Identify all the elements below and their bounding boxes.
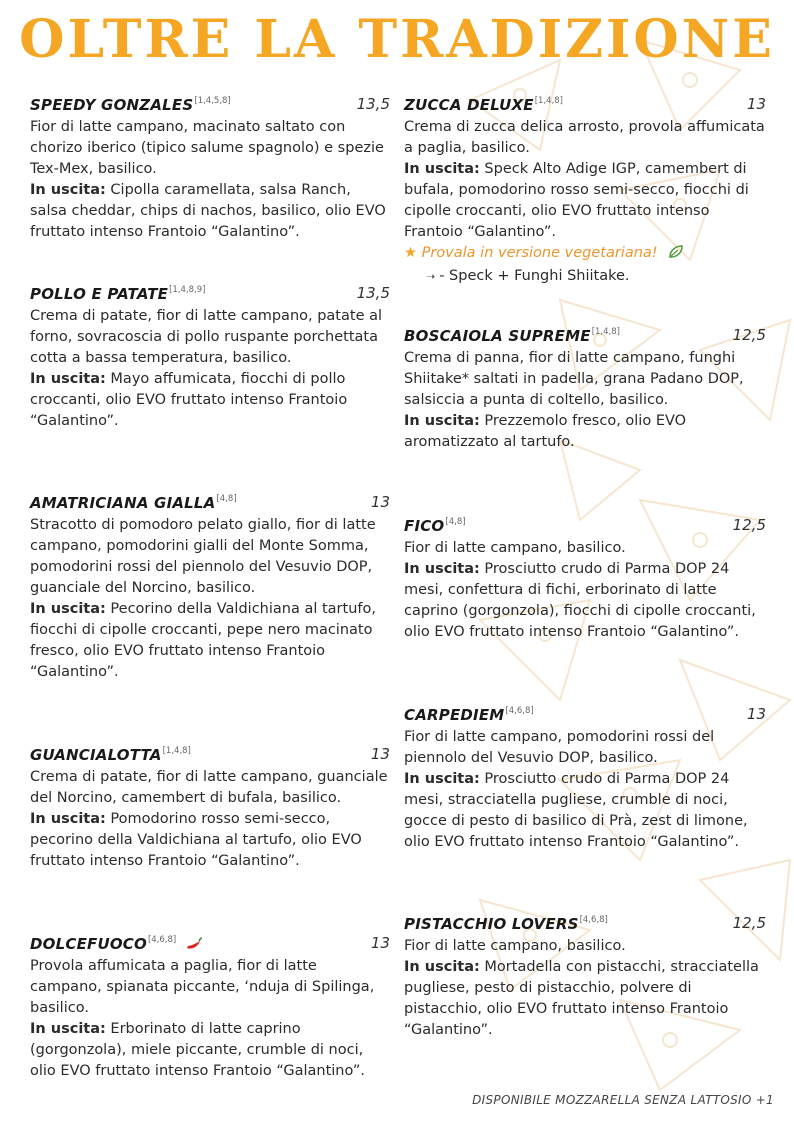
item-topping-description: In uscita: Speck Alto Adige IGP, camembert di bufala, pomodorino rosso semi-secco, fiocchi di cipolle croccanti, olio EVO fruttato intenso Frantoio “Galantino”. xyxy=(404,161,749,240)
menu-item xyxy=(404,914,766,1041)
item-topping-description: In uscita: Prezzemolo fresco, olio EVO aromatizzato al tartufo. xyxy=(404,413,687,450)
item-topping-description: In uscita: Prosciutto crudo di Parma DOP 24 mesi, stracciatella pugliese, crumble di noci, gocce di pesto di basilico di Prà, zest di limone, olio EVO fruttato intenso Frantoio “Galantino”. xyxy=(404,771,748,850)
item-allergens: [1,4,8] xyxy=(534,96,563,106)
item-name: CARPEDIEM xyxy=(404,706,505,724)
item-topping-description: In uscita: Mayo affumicata, fiocchi di pollo croccanti, olio EVO fruttato intenso Frantoio “Galantino”. xyxy=(30,371,348,429)
item-name: SPEEDY GONZALES xyxy=(30,96,194,114)
item-allergens: [4,6,8] xyxy=(579,915,608,925)
arrow-right-icon: ➝ xyxy=(426,270,436,283)
item-name: AMATRICIANA GIALLA xyxy=(30,494,216,512)
item-price: 13 xyxy=(370,934,390,952)
out-label: In uscita: xyxy=(30,1021,106,1037)
out-label: In uscita: xyxy=(404,413,480,429)
item-allergens: [4,6,8] xyxy=(505,706,534,716)
item-name: FICO xyxy=(404,517,445,535)
menu-item xyxy=(30,493,390,683)
item-name: GUANCIALOTTA xyxy=(30,746,162,764)
item-price: 12,5 xyxy=(732,516,766,534)
leaf-icon xyxy=(668,245,684,266)
page-title: OLTRE LA TRADIZIONE xyxy=(19,9,775,70)
item-base-description: Crema di patate, fior di latte campano, patate al forno, sovracoscia di pollo ruspante porchettata cotta a bassa temperatura, basilico. xyxy=(30,308,383,366)
item-base-description: Crema di patate, fior di latte campano, guanciale del Norcino, camembert di bufala, basilico. xyxy=(30,769,388,806)
out-label: In uscita: xyxy=(404,161,480,177)
item-topping-description: In uscita: Erborinato di latte caprino (gorgonzola), miele piccante, crumble di noci, olio EVO fruttato intenso Frantoio “Galantino”. xyxy=(30,1021,365,1079)
item-allergens: [4,6,8] xyxy=(147,935,177,945)
item-price: 12,5 xyxy=(732,326,766,344)
item-topping-description: In uscita: Pecorino della Valdichiana al tartufo, fiocchi di cipolle croccanti, pepe nero macinato fresco, olio EVO fruttato intenso Frantoio “Galantino”. xyxy=(30,601,376,680)
item-price: 12,5 xyxy=(732,914,766,932)
item-base-description: Fior di latte campano, macinato saltato con chorizo iberico (tipico salume spagnolo) e spezie Tex-Mex, basilico. xyxy=(30,119,384,177)
menu-item xyxy=(404,705,766,853)
item-price: 13 xyxy=(370,745,390,763)
item-base-description: Stracotto di pomodoro pelato giallo, fior di latte campano, pomodorini gialli del Monte Somma, pomodorini rossi del piennolo del Vesuvio DOP, guanciale del Norcino, basilico. xyxy=(30,517,376,596)
lactose-free-note: DISPONIBILE MOZZARELLA SENZA LATTOSIO +1 xyxy=(472,1093,774,1107)
item-base-description: Fior di latte campano, pomodorini rossi del piennolo del Vesuvio DOP, basilico. xyxy=(404,729,715,766)
item-price: 13 xyxy=(746,705,766,723)
item-allergens: [1,4,8] xyxy=(591,327,620,337)
item-price: 13,5 xyxy=(356,95,390,113)
item-price: 13,5 xyxy=(356,284,390,302)
item-base-description: Crema di zucca delica arrosto, provola affumicata a paglia, basilico. xyxy=(404,119,765,156)
item-allergens: [4,8] xyxy=(216,494,237,504)
item-base-description: Fior di latte campano, basilico. xyxy=(404,938,626,954)
item-topping-description: In uscita: Pomodorino rosso semi-secco, pecorino della Valdichiana al tartufo, olio EVO fruttato intenso Frantoio “Galantino”. xyxy=(30,811,362,869)
item-name: BOSCAIOLA SUPREME xyxy=(404,327,591,345)
item-price: 13 xyxy=(746,95,766,113)
item-topping-description: In uscita: Cipolla caramellata, salsa Ranch, salsa cheddar, chips di nachos, basilico, olio EVO fruttato intenso Frantoio “Galantino”. xyxy=(30,182,386,240)
star-icon: ★ xyxy=(404,245,417,261)
item-topping-description: In uscita: Mortadella con pistacchi, stracciatella pugliese, pesto di pistacchio, polvere di pistacchio, olio EVO fruttato intenso Frantoio “Galantino”. xyxy=(404,959,759,1038)
item-allergens: [1,4,5,8] xyxy=(194,96,231,106)
item-base-description: Fior di latte campano, basilico. xyxy=(404,540,626,556)
item-allergens: [4,8] xyxy=(445,517,466,527)
item-name: POLLO E PATATE xyxy=(30,285,169,303)
out-label: In uscita: xyxy=(404,959,480,975)
out-label: In uscita: xyxy=(30,811,106,827)
item-base-description: Provola affumicata a paglia, fior di latte campano, spianata piccante, ‘nduja di Spilinga, basilico. xyxy=(30,958,375,1016)
item-topping-description: In uscita: Prosciutto crudo di Parma DOP 24 mesi, confettura di fichi, erborinato di latte caprino (gorgonzola), fiocchi di cipolle croccanti, olio EVO fruttato intenso Frantoio “Galantino”. xyxy=(404,561,756,640)
chili-pepper-icon xyxy=(185,936,203,955)
menu-item xyxy=(404,95,766,287)
menu-item xyxy=(30,95,390,243)
out-label: In uscita: xyxy=(30,371,106,387)
item-price: 13 xyxy=(370,493,390,511)
item-name: DOLCEFUOCO xyxy=(30,935,147,953)
vegetarian-variant: ➝ - Speck + Funghi Shiitake. xyxy=(426,268,630,284)
out-label: In uscita: xyxy=(30,601,106,617)
menu-item xyxy=(30,934,390,1082)
item-allergens: [1,4,8,9] xyxy=(169,285,206,295)
out-label: In uscita: xyxy=(404,771,480,787)
menu-item xyxy=(404,326,766,453)
item-allergens: [1,4,8] xyxy=(162,746,191,756)
menu-item xyxy=(30,284,390,432)
out-label: In uscita: xyxy=(30,182,106,198)
menu-item xyxy=(404,516,766,643)
vegetarian-note: ★ Provala in versione vegetariana! xyxy=(404,243,766,266)
item-name: ZUCCA DELUXE xyxy=(404,96,534,114)
item-name: PISTACCHIO LOVERS xyxy=(404,915,579,933)
out-label: In uscita: xyxy=(404,561,480,577)
menu-item xyxy=(30,745,390,872)
item-base-description: Crema di panna, fior di latte campano, funghi Shiitake* saltati in padella, grana Padano DOP, salsiccia a punta di coltello, basilico. xyxy=(404,350,744,408)
